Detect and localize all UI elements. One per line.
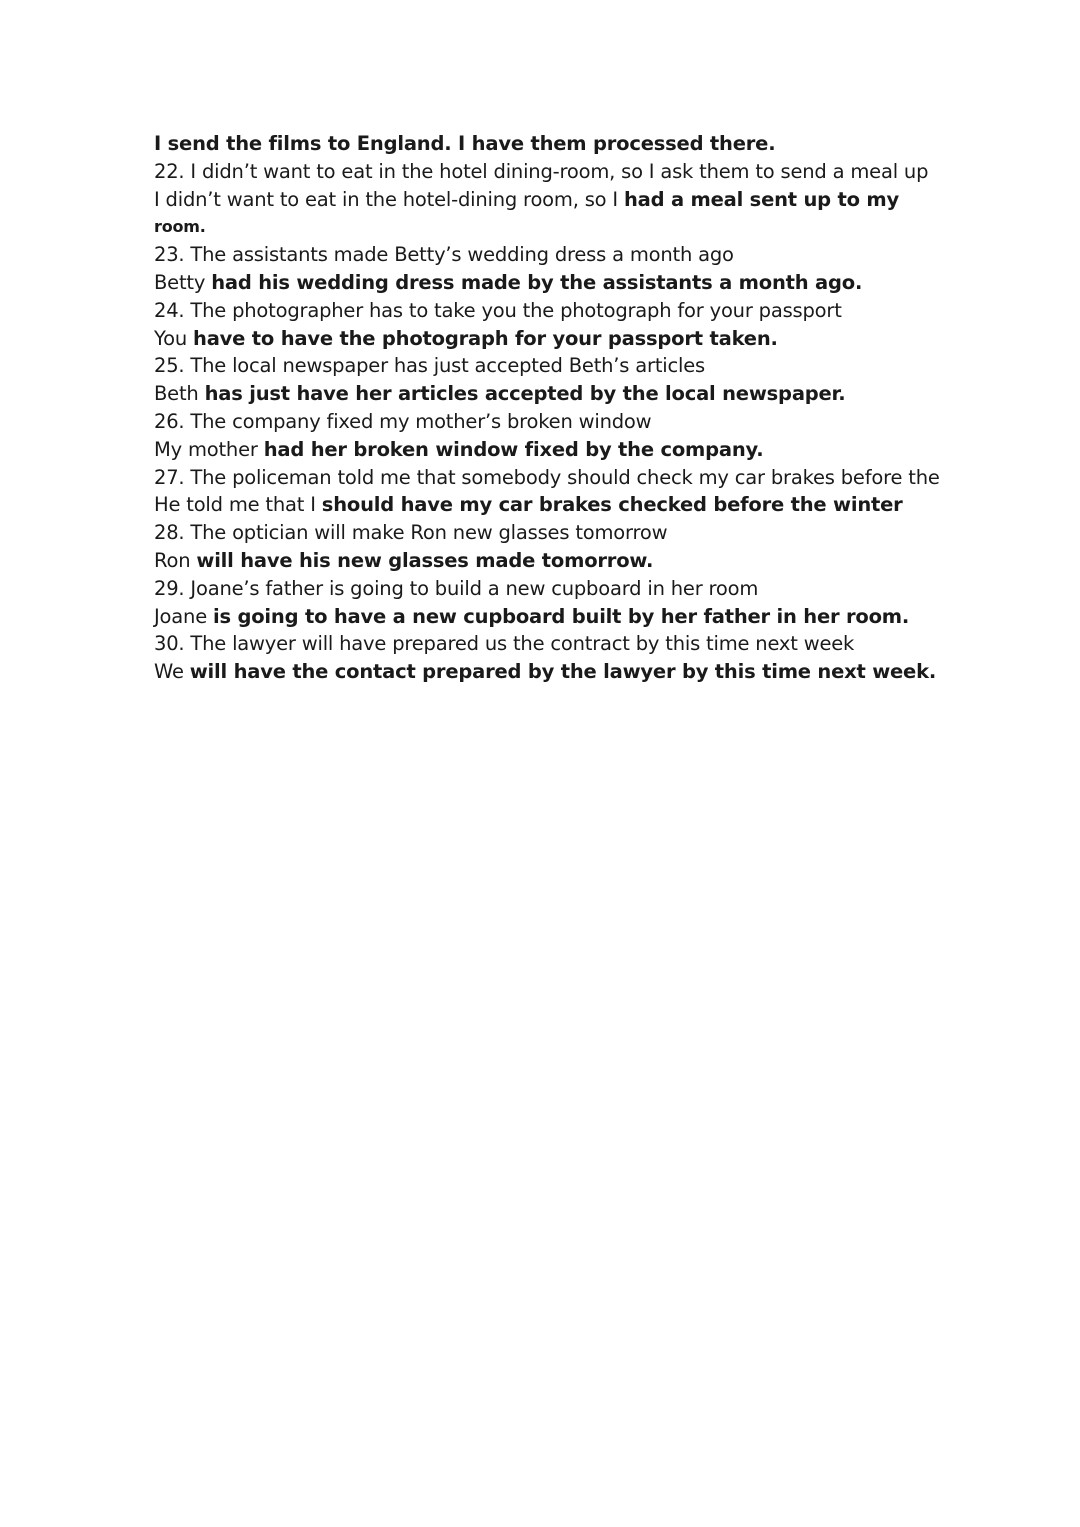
- text-line: [154, 436, 934, 464]
- answer-text: room.: [154, 217, 206, 237]
- plain-text: I didn’t want to eat in the hotel-dining room, so I: [154, 187, 624, 211]
- text-line: [154, 269, 934, 297]
- plain-text: 25. The local newspaper has just accepted Beth’s articles: [154, 354, 705, 378]
- plain-text: Beth: [154, 382, 205, 406]
- plain-text: 23. The assistants made Betty’s wedding dress a month ago: [154, 243, 734, 267]
- plain-text: 22. I didn’t want to eat in the hotel dining-room, so I ask them to send a meal up: [154, 159, 929, 183]
- plain-text: You: [154, 326, 194, 350]
- text-line: [154, 158, 934, 186]
- document-body: [154, 130, 940, 686]
- text-line: [154, 491, 934, 519]
- text-line: [154, 213, 934, 241]
- answer-text: has just have her articles accepted by the local newspaper.: [204, 382, 846, 406]
- text-line: [154, 630, 934, 658]
- text-line: [154, 241, 934, 269]
- plain-text: He told me that I: [154, 493, 322, 517]
- answer-text: had her broken window fixed by the company.: [263, 437, 764, 461]
- text-line: [154, 658, 937, 686]
- text-line: [154, 297, 934, 325]
- answer-text: have to have the photograph for your passport taken.: [193, 326, 778, 350]
- answer-text: is going to have a new cupboard built by her father in her room.: [213, 604, 910, 628]
- answer-text: should have my car brakes checked before the winter: [321, 493, 903, 517]
- plain-text: Betty: [154, 270, 212, 294]
- text-line: [154, 130, 934, 158]
- text-line: [154, 575, 934, 603]
- plain-text: 24. The photographer has to take you the photograph for your passport: [154, 298, 842, 322]
- plain-text: We: [154, 660, 190, 684]
- text-line: [154, 464, 940, 492]
- text-line: [154, 547, 934, 575]
- text-line: [154, 186, 934, 214]
- text-line: [154, 408, 934, 436]
- plain-text: Ron: [154, 548, 197, 572]
- answer-text: will have his new glasses made tomorrow.: [196, 548, 654, 572]
- text-line: [154, 325, 934, 353]
- text-line: [154, 352, 934, 380]
- plain-text: 27. The policeman told me that somebody should check my car brakes before the: [154, 465, 940, 489]
- text-line: [154, 603, 934, 631]
- answer-text: had his wedding dress made by the assistants a month ago.: [211, 270, 863, 294]
- plain-text: 28. The optician will make Ron new glasses tomorrow: [154, 521, 668, 545]
- plain-text: My mother: [154, 437, 264, 461]
- answer-text: will have the contact prepared by the lawyer by this time next week.: [189, 660, 937, 684]
- answer-text: I send the films to England. I have them processed there.: [154, 132, 776, 155]
- plain-text: 30. The lawyer will have prepared us the contract by this time next week: [154, 632, 855, 656]
- text-line: [154, 519, 934, 547]
- plain-text: 29. Joane’s father is going to build a new cupboard in her room: [154, 576, 759, 600]
- answer-text: had a meal sent up to my: [623, 187, 900, 211]
- plain-text: Joane: [154, 604, 213, 628]
- text-line: [154, 380, 934, 408]
- plain-text: 26. The company fixed my mother’s broken window: [154, 409, 652, 433]
